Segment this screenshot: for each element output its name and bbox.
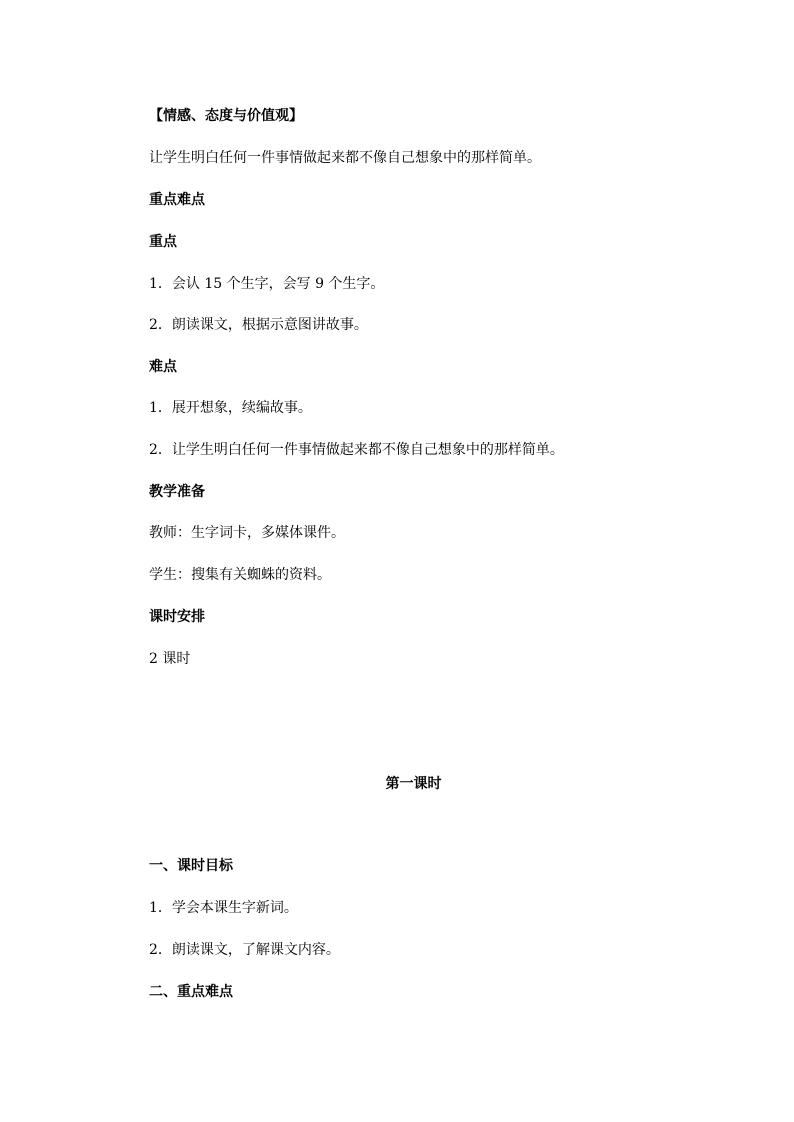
heading-difficult-points: 难点 [149, 359, 177, 375]
list-item-goal-1: 1．学会本课生字新词。 [149, 900, 298, 916]
prep-item-student: 学生：搜集有关蜘蛛的资料。 [149, 567, 331, 583]
paragraph-attitude-values: 让学生明白任何一件事情做起来都不像自己想象中的那样简单。 [149, 150, 541, 166]
schedule-text: 2 课时 [149, 651, 191, 667]
list-item-difficult-2: 2．让学生明白任何一件事情做起来都不像自己想象中的那样简单。 [149, 442, 564, 458]
heading-key-difficult-points: 重点难点 [149, 192, 205, 208]
section-heading-attitude-values: 【情感、态度与价值观】 [149, 108, 303, 124]
prep-item-teacher: 教师：生字词卡，多媒体课件。 [149, 525, 345, 541]
heading-key-points: 重点 [149, 234, 177, 250]
heading-lesson-goals: 一、课时目标 [149, 858, 233, 874]
lesson-title: 第一课时 [385, 776, 442, 792]
heading-class-schedule: 课时安排 [149, 609, 205, 625]
heading-teaching-preparation: 教学准备 [149, 484, 205, 500]
heading-key-difficult-points-2: 二、重点难点 [149, 984, 233, 1000]
list-item-difficult-1: 1．展开想象，续编故事。 [149, 400, 312, 416]
list-item-key-2: 2．朗读课文，根据示意图讲故事。 [149, 317, 368, 333]
list-item-goal-2: 2．朗读课文，了解课文内容。 [149, 942, 340, 958]
list-item-key-1: 1．会认 15 个生字，会写 9 个生字。 [149, 276, 385, 292]
